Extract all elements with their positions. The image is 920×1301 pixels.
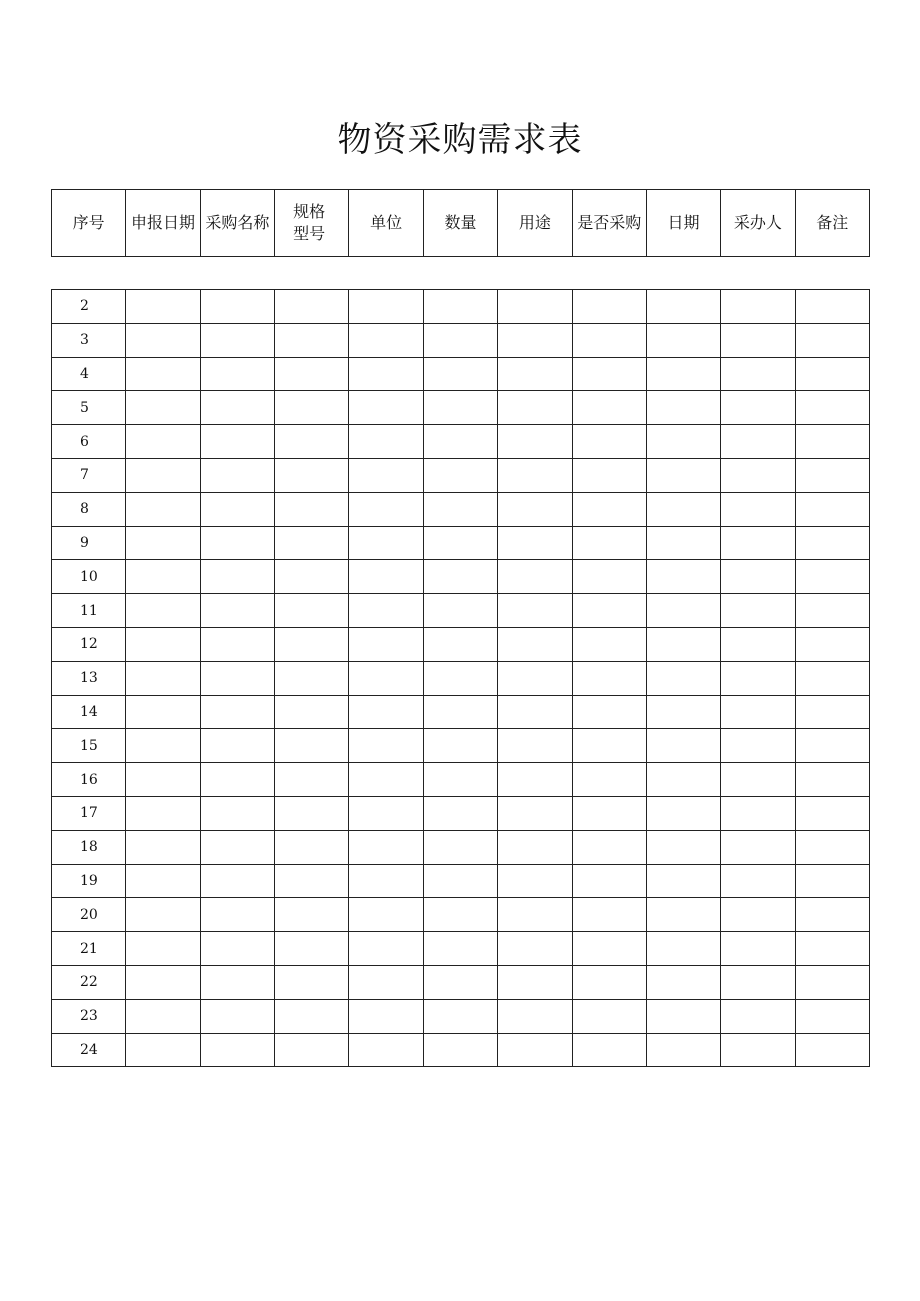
cell-quantity[interactable]	[423, 425, 497, 459]
cell-quantity[interactable]	[423, 323, 497, 357]
cell-buyer[interactable]	[721, 763, 795, 797]
cell-purchase-flag[interactable]	[572, 661, 646, 695]
cell-buyer[interactable]	[721, 594, 795, 628]
row-seq-cell: 21	[52, 932, 126, 966]
column-header-buyer: 采办人	[721, 190, 795, 257]
cell-purchase-flag[interactable]	[572, 729, 646, 763]
cell-unit[interactable]	[349, 425, 423, 459]
cell-remarks[interactable]	[795, 932, 869, 966]
cell-apply-date[interactable]	[126, 1033, 200, 1067]
row-seq-cell: 9	[52, 526, 126, 560]
cell-quantity[interactable]	[423, 526, 497, 560]
cell-purchase-flag[interactable]	[572, 999, 646, 1033]
row-seq-cell: 13	[52, 661, 126, 695]
cell-purpose[interactable]	[498, 425, 572, 459]
cell-buyer[interactable]	[721, 661, 795, 695]
cell-date[interactable]	[646, 458, 720, 492]
cell-item-name[interactable]	[200, 627, 274, 661]
cell-unit[interactable]	[349, 391, 423, 425]
cell-unit[interactable]	[349, 830, 423, 864]
cell-item-name[interactable]	[200, 391, 274, 425]
cell-date[interactable]	[646, 357, 720, 391]
row-seq-cell: 20	[52, 898, 126, 932]
cell-purpose[interactable]	[498, 357, 572, 391]
data-table	[51, 289, 870, 1067]
cell-buyer[interactable]	[721, 492, 795, 526]
cell-spec-model[interactable]	[275, 763, 349, 797]
row-seq-cell: 23	[52, 999, 126, 1033]
cell-remarks[interactable]	[795, 898, 869, 932]
cell-date[interactable]	[646, 695, 720, 729]
cell-remarks[interactable]	[795, 492, 869, 526]
cell-apply-date[interactable]	[126, 763, 200, 797]
cell-apply-date[interactable]	[126, 932, 200, 966]
cell-remarks[interactable]	[795, 729, 869, 763]
row-seq-cell: 16	[52, 763, 126, 797]
cell-unit[interactable]	[349, 357, 423, 391]
cell-purchase-flag[interactable]	[572, 796, 646, 830]
cell-apply-date[interactable]	[126, 898, 200, 932]
cell-buyer[interactable]	[721, 932, 795, 966]
cell-date[interactable]	[646, 661, 720, 695]
cell-apply-date[interactable]	[126, 526, 200, 560]
table-row	[52, 695, 870, 729]
cell-remarks[interactable]	[795, 864, 869, 898]
cell-purchase-flag[interactable]	[572, 357, 646, 391]
cell-buyer[interactable]	[721, 458, 795, 492]
cell-spec-model[interactable]	[275, 796, 349, 830]
cell-item-name[interactable]	[200, 932, 274, 966]
cell-date[interactable]	[646, 526, 720, 560]
cell-buyer[interactable]	[721, 695, 795, 729]
cell-spec-model[interactable]	[275, 458, 349, 492]
cell-spec-model[interactable]	[275, 357, 349, 391]
cell-quantity[interactable]	[423, 965, 497, 999]
cell-quantity[interactable]	[423, 763, 497, 797]
cell-unit[interactable]	[349, 965, 423, 999]
cell-unit[interactable]	[349, 898, 423, 932]
row-seq-cell: 22	[52, 965, 126, 999]
cell-quantity[interactable]	[423, 627, 497, 661]
cell-buyer[interactable]	[721, 526, 795, 560]
cell-apply-date[interactable]	[126, 323, 200, 357]
cell-item-name[interactable]	[200, 526, 274, 560]
cell-item-name[interactable]	[200, 458, 274, 492]
cell-item-name[interactable]	[200, 1033, 274, 1067]
cell-buyer[interactable]	[721, 796, 795, 830]
column-header-purchase-flag: 是否采购	[572, 190, 646, 257]
cell-purpose[interactable]	[498, 560, 572, 594]
cell-item-name[interactable]	[200, 290, 274, 324]
cell-purchase-flag[interactable]	[572, 526, 646, 560]
cell-spec-model[interactable]	[275, 695, 349, 729]
cell-purchase-flag[interactable]	[572, 323, 646, 357]
cell-item-name[interactable]	[200, 492, 274, 526]
row-seq-cell: 10	[52, 560, 126, 594]
cell-buyer[interactable]	[721, 965, 795, 999]
cell-unit[interactable]	[349, 864, 423, 898]
cell-item-name[interactable]	[200, 763, 274, 797]
row-seq-cell: 4	[52, 357, 126, 391]
cell-purpose[interactable]	[498, 932, 572, 966]
cell-buyer[interactable]	[721, 425, 795, 459]
cell-spec-model[interactable]	[275, 999, 349, 1033]
table-row	[52, 323, 870, 357]
column-header-apply-date: 申报日期	[126, 190, 200, 257]
table-row	[52, 830, 870, 864]
cell-purpose[interactable]	[498, 458, 572, 492]
cell-quantity[interactable]	[423, 729, 497, 763]
row-seq-cell: 11	[52, 594, 126, 628]
cell-date[interactable]	[646, 627, 720, 661]
cell-apply-date[interactable]	[126, 458, 200, 492]
cell-remarks[interactable]	[795, 323, 869, 357]
cell-item-name[interactable]	[200, 830, 274, 864]
cell-remarks[interactable]	[795, 458, 869, 492]
cell-spec-model[interactable]	[275, 560, 349, 594]
cell-quantity[interactable]	[423, 492, 497, 526]
cell-purchase-flag[interactable]	[572, 1033, 646, 1067]
cell-apply-date[interactable]	[126, 290, 200, 324]
table-row	[52, 627, 870, 661]
cell-purchase-flag[interactable]	[572, 830, 646, 864]
cell-purpose[interactable]	[498, 492, 572, 526]
cell-spec-model[interactable]	[275, 627, 349, 661]
cell-quantity[interactable]	[423, 458, 497, 492]
cell-spec-model[interactable]	[275, 965, 349, 999]
cell-apply-date[interactable]	[126, 965, 200, 999]
cell-item-name[interactable]	[200, 560, 274, 594]
cell-remarks[interactable]	[795, 763, 869, 797]
cell-spec-model[interactable]	[275, 1033, 349, 1067]
cell-unit[interactable]	[349, 763, 423, 797]
table-row	[52, 425, 870, 459]
cell-quantity[interactable]	[423, 560, 497, 594]
cell-date[interactable]	[646, 729, 720, 763]
cell-purchase-flag[interactable]	[572, 627, 646, 661]
cell-buyer[interactable]	[721, 830, 795, 864]
column-header-date: 日期	[646, 190, 720, 257]
row-seq-cell: 3	[52, 323, 126, 357]
cell-date[interactable]	[646, 1033, 720, 1067]
row-seq-cell: 6	[52, 425, 126, 459]
cell-buyer[interactable]	[721, 357, 795, 391]
cell-quantity[interactable]	[423, 594, 497, 628]
cell-quantity[interactable]	[423, 661, 497, 695]
cell-item-name[interactable]	[200, 898, 274, 932]
table-row	[52, 458, 870, 492]
row-seq-cell: 14	[52, 695, 126, 729]
table-row	[52, 932, 870, 966]
column-header-quantity: 数量	[423, 190, 497, 257]
cell-spec-model[interactable]	[275, 492, 349, 526]
cell-unit[interactable]	[349, 627, 423, 661]
cell-purpose[interactable]	[498, 830, 572, 864]
cell-date[interactable]	[646, 864, 720, 898]
cell-unit[interactable]	[349, 492, 423, 526]
cell-date[interactable]	[646, 932, 720, 966]
cell-purpose[interactable]	[498, 729, 572, 763]
cell-purchase-flag[interactable]	[572, 458, 646, 492]
cell-spec-model[interactable]	[275, 898, 349, 932]
cell-spec-model[interactable]	[275, 323, 349, 357]
cell-unit[interactable]	[349, 594, 423, 628]
row-seq-cell: 17	[52, 796, 126, 830]
cell-buyer[interactable]	[721, 898, 795, 932]
cell-spec-model[interactable]	[275, 526, 349, 560]
column-header-spec-model: 规格型号	[275, 190, 349, 257]
cell-quantity[interactable]	[423, 999, 497, 1033]
table-row	[52, 594, 870, 628]
cell-apply-date[interactable]	[126, 357, 200, 391]
row-seq-cell: 8	[52, 492, 126, 526]
cell-date[interactable]	[646, 898, 720, 932]
cell-purchase-flag[interactable]	[572, 560, 646, 594]
cell-buyer[interactable]	[721, 627, 795, 661]
row-seq-cell: 24	[52, 1033, 126, 1067]
row-seq-cell: 12	[52, 627, 126, 661]
cell-purpose[interactable]	[498, 999, 572, 1033]
cell-purchase-flag[interactable]	[572, 932, 646, 966]
table-row	[52, 290, 870, 324]
cell-item-name[interactable]	[200, 864, 274, 898]
column-header-unit: 单位	[349, 190, 423, 257]
cell-item-name[interactable]	[200, 999, 274, 1033]
page-title: 物资采购需求表	[337, 120, 583, 160]
cell-item-name[interactable]	[200, 357, 274, 391]
row-seq-cell: 15	[52, 729, 126, 763]
cell-unit[interactable]	[349, 729, 423, 763]
cell-purchase-flag[interactable]	[572, 594, 646, 628]
cell-buyer[interactable]	[721, 1033, 795, 1067]
row-seq-cell: 7	[52, 458, 126, 492]
cell-purpose[interactable]	[498, 594, 572, 628]
cell-purpose[interactable]	[498, 864, 572, 898]
cell-apply-date[interactable]	[126, 729, 200, 763]
cell-unit[interactable]	[349, 695, 423, 729]
cell-buyer[interactable]	[721, 323, 795, 357]
cell-buyer[interactable]	[721, 864, 795, 898]
cell-date[interactable]	[646, 999, 720, 1033]
cell-purpose[interactable]	[498, 965, 572, 999]
table-row	[52, 763, 870, 797]
cell-quantity[interactable]	[423, 864, 497, 898]
cell-quantity[interactable]	[423, 1033, 497, 1067]
table-row	[52, 796, 870, 830]
cell-date[interactable]	[646, 290, 720, 324]
cell-purpose[interactable]	[498, 526, 572, 560]
table-row	[52, 1033, 870, 1067]
cell-purpose[interactable]	[498, 323, 572, 357]
cell-remarks[interactable]	[795, 695, 869, 729]
cell-quantity[interactable]	[423, 290, 497, 324]
cell-remarks[interactable]	[795, 526, 869, 560]
cell-purpose[interactable]	[498, 1033, 572, 1067]
cell-buyer[interactable]	[721, 391, 795, 425]
cell-apply-date[interactable]	[126, 695, 200, 729]
cell-apply-date[interactable]	[126, 492, 200, 526]
row-seq-cell: 5	[52, 391, 126, 425]
cell-purpose[interactable]	[498, 391, 572, 425]
header-row	[52, 190, 870, 257]
row-seq-cell: 18	[52, 830, 126, 864]
cell-spec-model[interactable]	[275, 830, 349, 864]
cell-item-name[interactable]	[200, 425, 274, 459]
cell-date[interactable]	[646, 830, 720, 864]
cell-unit[interactable]	[349, 1033, 423, 1067]
cell-spec-model[interactable]	[275, 594, 349, 628]
cell-item-name[interactable]	[200, 796, 274, 830]
table-row	[52, 999, 870, 1033]
cell-purpose[interactable]	[498, 290, 572, 324]
column-header-remarks: 备注	[795, 190, 869, 257]
cell-buyer[interactable]	[721, 999, 795, 1033]
table-row	[52, 661, 870, 695]
cell-apply-date[interactable]	[126, 999, 200, 1033]
cell-remarks[interactable]	[795, 357, 869, 391]
cell-apply-date[interactable]	[126, 627, 200, 661]
cell-remarks[interactable]	[795, 594, 869, 628]
cell-apply-date[interactable]	[126, 661, 200, 695]
cell-remarks[interactable]	[795, 1033, 869, 1067]
cell-purpose[interactable]	[498, 763, 572, 797]
cell-item-name[interactable]	[200, 594, 274, 628]
table-row	[52, 864, 870, 898]
cell-spec-model[interactable]	[275, 425, 349, 459]
cell-purchase-flag[interactable]	[572, 425, 646, 459]
cell-unit[interactable]	[349, 999, 423, 1033]
cell-remarks[interactable]	[795, 290, 869, 324]
cell-spec-model[interactable]	[275, 864, 349, 898]
cell-unit[interactable]	[349, 290, 423, 324]
cell-apply-date[interactable]	[126, 560, 200, 594]
cell-date[interactable]	[646, 796, 720, 830]
cell-purpose[interactable]	[498, 695, 572, 729]
cell-remarks[interactable]	[795, 999, 869, 1033]
table-row	[52, 965, 870, 999]
cell-remarks[interactable]	[795, 627, 869, 661]
row-seq-cell: 19	[52, 864, 126, 898]
cell-quantity[interactable]	[423, 898, 497, 932]
cell-remarks[interactable]	[795, 560, 869, 594]
cell-date[interactable]	[646, 594, 720, 628]
table-row	[52, 526, 870, 560]
cell-quantity[interactable]	[423, 932, 497, 966]
cell-buyer[interactable]	[721, 729, 795, 763]
table-row	[52, 391, 870, 425]
cell-spec-model[interactable]	[275, 391, 349, 425]
cell-buyer[interactable]	[721, 290, 795, 324]
column-header-purpose: 用途	[498, 190, 572, 257]
cell-unit[interactable]	[349, 323, 423, 357]
row-seq-cell: 2	[52, 290, 126, 324]
cell-purchase-flag[interactable]	[572, 695, 646, 729]
cell-spec-model[interactable]	[275, 290, 349, 324]
column-header-seq: 序号	[52, 190, 126, 257]
cell-quantity[interactable]	[423, 695, 497, 729]
cell-purpose[interactable]	[498, 796, 572, 830]
cell-remarks[interactable]	[795, 661, 869, 695]
cell-spec-model[interactable]	[275, 661, 349, 695]
table-row	[52, 898, 870, 932]
cell-apply-date[interactable]	[126, 594, 200, 628]
table-row	[52, 492, 870, 526]
cell-date[interactable]	[646, 323, 720, 357]
cell-apply-date[interactable]	[126, 425, 200, 459]
cell-remarks[interactable]	[795, 965, 869, 999]
cell-purchase-flag[interactable]	[572, 492, 646, 526]
cell-remarks[interactable]	[795, 830, 869, 864]
cell-date[interactable]	[646, 560, 720, 594]
cell-purchase-flag[interactable]	[572, 864, 646, 898]
cell-apply-date[interactable]	[126, 830, 200, 864]
header-table	[51, 189, 870, 257]
table-row	[52, 729, 870, 763]
cell-item-name[interactable]	[200, 323, 274, 357]
cell-purchase-flag[interactable]	[572, 391, 646, 425]
cell-date[interactable]	[646, 391, 720, 425]
cell-unit[interactable]	[349, 526, 423, 560]
cell-purchase-flag[interactable]	[572, 898, 646, 932]
cell-date[interactable]	[646, 492, 720, 526]
cell-unit[interactable]	[349, 560, 423, 594]
cell-apply-date[interactable]	[126, 391, 200, 425]
cell-remarks[interactable]	[795, 391, 869, 425]
cell-item-name[interactable]	[200, 729, 274, 763]
cell-apply-date[interactable]	[126, 864, 200, 898]
cell-purpose[interactable]	[498, 898, 572, 932]
cell-item-name[interactable]	[200, 661, 274, 695]
cell-item-name[interactable]	[200, 695, 274, 729]
cell-quantity[interactable]	[423, 391, 497, 425]
cell-purchase-flag[interactable]	[572, 290, 646, 324]
cell-purchase-flag[interactable]	[572, 763, 646, 797]
table-row	[52, 357, 870, 391]
cell-date[interactable]	[646, 763, 720, 797]
cell-buyer[interactable]	[721, 560, 795, 594]
cell-date[interactable]	[646, 965, 720, 999]
cell-remarks[interactable]	[795, 796, 869, 830]
cell-date[interactable]	[646, 425, 720, 459]
cell-purpose[interactable]	[498, 661, 572, 695]
cell-quantity[interactable]	[423, 796, 497, 830]
cell-item-name[interactable]	[200, 965, 274, 999]
column-header-item-name: 采购名称	[200, 190, 274, 257]
cell-spec-model[interactable]	[275, 729, 349, 763]
cell-quantity[interactable]	[423, 830, 497, 864]
cell-unit[interactable]	[349, 661, 423, 695]
cell-unit[interactable]	[349, 458, 423, 492]
cell-apply-date[interactable]	[126, 796, 200, 830]
table-row	[52, 560, 870, 594]
cell-quantity[interactable]	[423, 357, 497, 391]
cell-purpose[interactable]	[498, 627, 572, 661]
cell-unit[interactable]	[349, 932, 423, 966]
cell-spec-model[interactable]	[275, 932, 349, 966]
cell-purchase-flag[interactable]	[572, 965, 646, 999]
cell-unit[interactable]	[349, 796, 423, 830]
cell-remarks[interactable]	[795, 425, 869, 459]
